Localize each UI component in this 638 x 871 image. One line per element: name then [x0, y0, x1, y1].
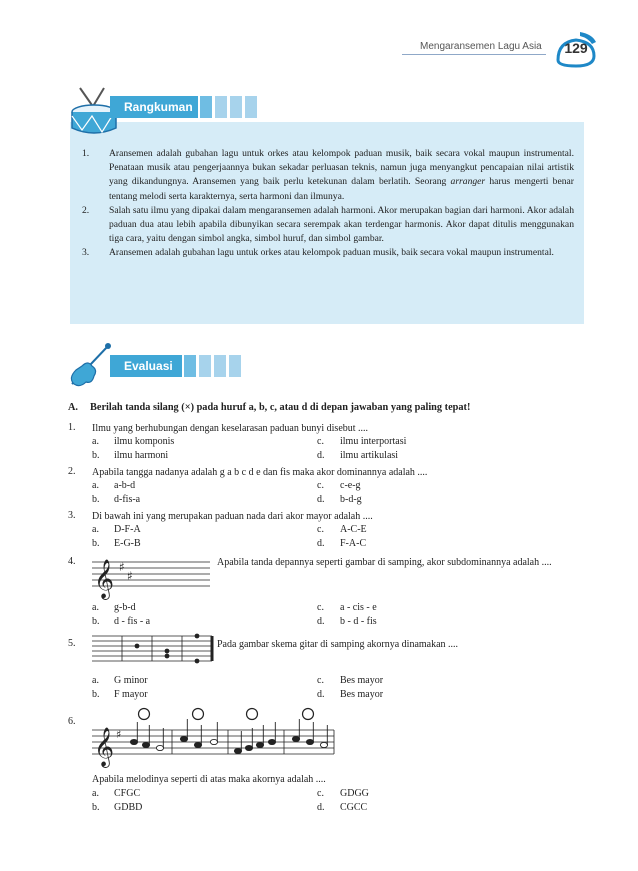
question-number: 2.: [68, 466, 76, 477]
question-text: Di bawah ini yang merupakan paduan nada dari akor mayor adalah ....: [92, 511, 373, 522]
chord-answer-circle: [247, 709, 258, 720]
sharp-icon: ♯: [127, 569, 133, 583]
option-letter[interactable]: b.: [92, 616, 100, 627]
option-text[interactable]: a - cis - e: [340, 602, 377, 613]
finger-dot: [135, 644, 140, 649]
question-number: 1.: [68, 422, 76, 433]
question-text: Pada gambar skema gitar di samping akornya dinamakan ....: [217, 639, 459, 650]
option-text[interactable]: b - d - fis: [340, 616, 377, 627]
evaluation-tab-blocks: [184, 355, 241, 377]
option-text[interactable]: c-e-g: [340, 480, 361, 491]
option-text[interactable]: GDGG: [340, 788, 369, 799]
option-text[interactable]: d - fis - a: [114, 616, 151, 627]
summary-item: 3. Aransemen adalah gubahan lagu untuk orkes atau kelompok paduan musik, baik secara vokal maupun instrumental.: [82, 247, 554, 259]
key-signature-staff: [92, 556, 210, 599]
option-text[interactable]: GDBD: [114, 802, 143, 813]
question-number: 4.: [68, 556, 76, 567]
option-letter[interactable]: d.: [317, 802, 325, 813]
question-number: 3.: [68, 510, 76, 521]
option-text[interactable]: ilmu artikulasi: [340, 450, 399, 461]
summary-tab-blocks: [200, 96, 257, 118]
option-text[interactable]: d-fis-a: [114, 494, 141, 505]
option-letter[interactable]: a.: [92, 480, 99, 491]
option-letter[interactable]: d.: [317, 689, 325, 700]
option-letter[interactable]: b.: [92, 538, 100, 549]
option-letter[interactable]: a.: [92, 524, 99, 535]
question-text: Apabila melodinya seperti di atas maka akornya adalah ....: [92, 774, 326, 785]
question-number: 5.: [68, 638, 76, 649]
finger-dot: [165, 649, 170, 654]
option-letter[interactable]: a.: [92, 602, 99, 613]
option-letter[interactable]: a.: [92, 788, 99, 799]
question-text: Apabila tanda depannya seperti gambar di samping, akor subdominannya adalah ....: [217, 557, 552, 568]
sharp-icon: ♯: [116, 728, 122, 741]
page-number-badge: [552, 30, 600, 66]
option-text[interactable]: a-b-d: [114, 480, 136, 491]
finger-dot: [195, 634, 200, 639]
option-text[interactable]: Bes mayor: [340, 689, 384, 700]
option-letter[interactable]: c.: [317, 602, 324, 613]
option-letter[interactable]: b.: [92, 802, 100, 813]
evaluation-tab: Evaluasi: [110, 355, 182, 377]
option-letter[interactable]: a.: [92, 675, 99, 686]
option-text[interactable]: CFGC: [114, 788, 141, 799]
question-text: Apabila tangga nadanya adalah g a b c d e dan fis maka akor dominannya adalah ....: [92, 467, 428, 478]
option-letter[interactable]: d.: [317, 494, 325, 505]
finger-dot: [195, 659, 200, 664]
summary-list: [82, 147, 574, 261]
option-letter[interactable]: d.: [317, 450, 325, 461]
option-letter[interactable]: d.: [317, 616, 325, 627]
melody-staff: [92, 708, 352, 768]
finger-dot: [165, 654, 170, 659]
summary-item: 2. Salah satu ilmu yang dipakai dalam mengaransemen adalah harmoni. Akor merupakan bagian dari harmoni. Akor adalah paduan dua atau lebih apabila dibunyikan secara serempak akan terdengar harmonis. Akor dapat ditulis menggunakan tiga cara, yaitu dengan simbol angka, simbol huruf, dan simbol gambar.: [82, 204, 574, 245]
option-text[interactable]: g-b-d: [114, 602, 136, 613]
option-letter[interactable]: c.: [317, 675, 324, 686]
option-text[interactable]: CGCC: [340, 802, 368, 813]
option-text[interactable]: Bes mayor: [340, 675, 384, 686]
treble-clef-icon: 𝄞: [94, 727, 115, 767]
section-instruction: A. Berilah tanda silang (×) pada huruf a, b, c, atau d di depan jawaban yang paling tepat!: [68, 402, 471, 413]
chord-answer-circle: [303, 709, 314, 720]
summary-item: 1. Aransemen adalah gubahan lagu untuk orkes atau kelompok paduan musik, baik secara vokal maupun instrumental. Penataan musik atau pengerjaannya bukan sekadar perluasan teknis, namun juga menyangkut pencapaian nilai artistik yang dikandungnya. Aransemen yang baik perlu ketekunan dalam berlatih. Seorang arranger harus mengerti benar tentang melodi serta karakternya, serta harmoni dan ilmunya.: [82, 148, 574, 202]
option-text[interactable]: ilmu interportasi: [340, 436, 407, 447]
option-text[interactable]: D-F-A: [114, 524, 141, 535]
option-text[interactable]: A-C-E: [340, 524, 367, 535]
option-letter[interactable]: c.: [317, 480, 324, 491]
guitar-chord-diagram: [92, 634, 214, 666]
option-text[interactable]: F mayor: [114, 689, 148, 700]
summary-tab: Rangkuman: [110, 96, 198, 118]
option-text[interactable]: E-G-B: [114, 538, 141, 549]
sharp-icon: ♯: [119, 560, 125, 574]
option-letter[interactable]: b.: [92, 450, 100, 461]
option-text[interactable]: ilmu harmoni: [114, 450, 169, 461]
option-letter[interactable]: b.: [92, 689, 100, 700]
option-letter[interactable]: c.: [317, 436, 324, 447]
option-letter[interactable]: c.: [317, 524, 324, 535]
question-number: 6.: [68, 716, 76, 727]
option-text[interactable]: ilmu komponis: [114, 436, 175, 447]
header-rule: [402, 54, 546, 55]
chord-answer-circle: [193, 709, 204, 720]
option-text[interactable]: F-A-C: [340, 538, 367, 549]
option-letter[interactable]: c.: [317, 788, 324, 799]
option-text[interactable]: b-d-g: [340, 494, 362, 505]
chord-answer-circle: [139, 709, 150, 720]
violin-icon: [64, 340, 114, 390]
page-number: 129: [564, 40, 588, 56]
option-letter[interactable]: d.: [317, 538, 325, 549]
option-letter[interactable]: a.: [92, 436, 99, 447]
treble-clef-icon: 𝄞: [94, 559, 115, 599]
option-letter[interactable]: b.: [92, 494, 100, 505]
running-header: Mengaransemen Lagu Asia: [420, 41, 542, 52]
question-text: Ilmu yang berhubungan dengan keselarasan paduan bunyi disebut ....: [92, 423, 369, 434]
option-text[interactable]: G minor: [114, 675, 148, 686]
